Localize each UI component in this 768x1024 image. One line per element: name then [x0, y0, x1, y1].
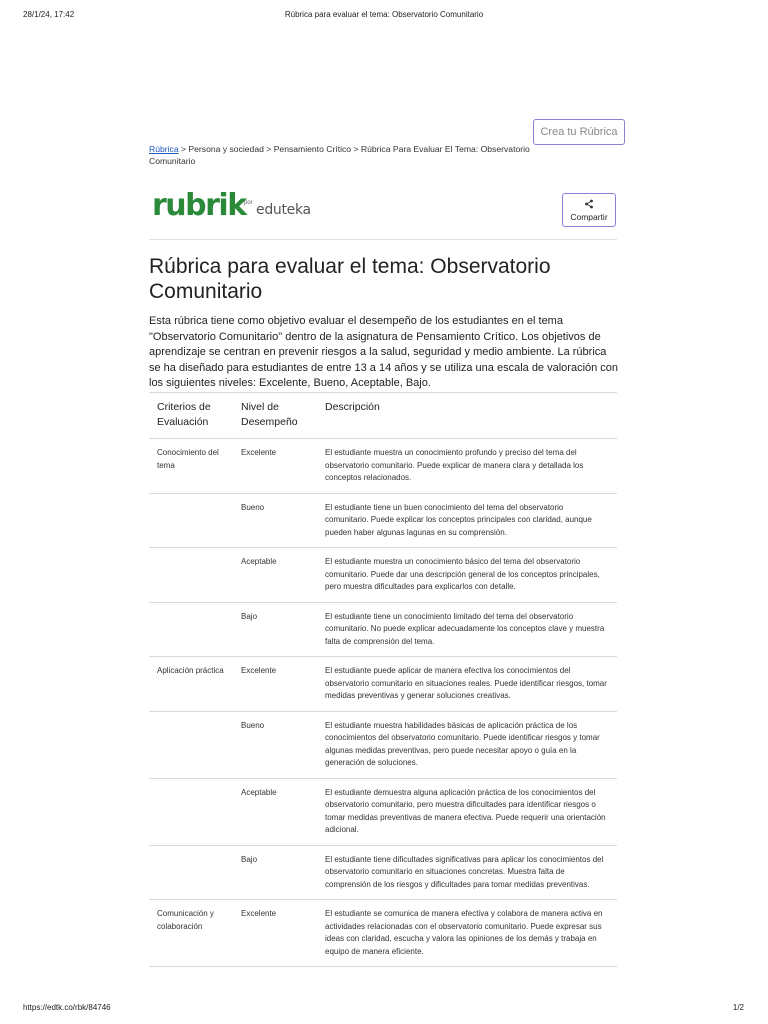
- header-nivel: Nivel de Desempeño: [233, 393, 317, 439]
- create-rubric-button[interactable]: Crea tu Rúbrica: [533, 119, 625, 145]
- breadcrumb-path: > Persona y sociedad > Pensamiento Crítico > Rúbrica Para Evaluar El Tema: Observatorio Comunitario: [149, 144, 530, 166]
- table-row: [149, 602, 617, 657]
- table-row: [149, 711, 617, 778]
- cell-nivel: Bajo: [233, 602, 317, 657]
- cell-descripcion: El estudiante tiene un conocimiento limitado del tema del observatorio comunitario. No puede explicar adecuadamente los conceptos clave y muestra falta de comprensión del tema.: [317, 602, 617, 657]
- header-divider: [149, 239, 617, 240]
- table-row: [149, 778, 617, 845]
- share-button[interactable]: [562, 193, 616, 227]
- share-label: Compartir: [570, 211, 608, 222]
- table-row: [149, 493, 617, 548]
- cell-nivel: Excelente: [233, 439, 317, 494]
- header-criterios: Criterios de Evaluación: [149, 393, 233, 439]
- cell-descripcion: El estudiante se comunica de manera efectiva y colabora de manera activa en actividades relacionadas con el observatorio comunitario. Puede expresar sus ideas con claridad, escucha y valora las opiniones de los demás y trabaja en equipo de manera eficiente.: [317, 900, 617, 967]
- cell-criterio: [149, 711, 233, 778]
- cell-nivel: Bueno: [233, 711, 317, 778]
- cell-nivel: Aceptable: [233, 778, 317, 845]
- breadcrumb-link-rubrica[interactable]: Rúbrica: [149, 144, 179, 154]
- logo-por-text: por: [244, 200, 253, 206]
- print-date: 28/1/24, 17:42: [23, 10, 75, 19]
- cell-criterio: [149, 602, 233, 657]
- print-url: https://edtk.co/rbk/84746: [23, 1003, 111, 1012]
- print-title: Rúbrica para evaluar el tema: Observatorio Comunitario: [284, 10, 484, 19]
- table-header-row: [149, 393, 617, 439]
- cell-descripcion: El estudiante muestra habilidades básicas de aplicación práctica de los conocimientos del observatorio comunitario. Puede identificar riesgos y tomar algunas medidas preventivas, pero puede necesitar apoyo o guía en la generación de soluciones.: [317, 711, 617, 778]
- cell-criterio: [149, 778, 233, 845]
- cell-nivel: Aceptable: [233, 548, 317, 603]
- cell-nivel: Bajo: [233, 845, 317, 900]
- table-row: [149, 900, 617, 967]
- cell-descripcion: El estudiante muestra un conocimiento profundo y preciso del tema del observatorio comunitario. Puede explicar de manera clara y detallada los conceptos relacionados.: [317, 439, 617, 494]
- print-page-number: 1/2: [732, 1003, 744, 1012]
- header-descripcion: Descripción: [317, 393, 617, 439]
- table-row: [149, 439, 617, 494]
- logo-rubrik-text: rubrik: [152, 188, 246, 223]
- rubric-table: [149, 392, 617, 967]
- table-row: [149, 845, 617, 900]
- logo-eduteka-text: eduteka: [256, 202, 311, 218]
- cell-nivel: Bueno: [233, 493, 317, 548]
- table-row: [149, 548, 617, 603]
- cell-criterio: Aplicación práctica: [149, 657, 233, 712]
- cell-criterio: Comunicación y colaboración: [149, 900, 233, 967]
- cell-criterio: Conocimiento del tema: [149, 439, 233, 494]
- cell-nivel: Excelente: [233, 900, 317, 967]
- share-icon: [584, 199, 594, 209]
- cell-criterio: [149, 548, 233, 603]
- cell-nivel: Excelente: [233, 657, 317, 712]
- page-title: Rúbrica para evaluar el tema: Observatorio Comunitario: [149, 255, 551, 303]
- cell-descripcion: El estudiante muestra un conocimiento básico del tema del observatorio comunitario. Puede dar una descripción general de los conceptos principales, pero muestra dificultades para explicarlos con detalle.: [317, 548, 617, 603]
- breadcrumb: [149, 143, 549, 167]
- intro-paragraph: Esta rúbrica tiene como objetivo evaluar el desempeño de los estudiantes en el tema "Observatorio Comunitario" dentro de la asignatura de Pensamiento Crítico. Los objetivos de aprendizaje se centran en prevenir riesgos a la salud, seguridad y medio ambiente. La rúbrica se ha diseñado para estudiantes de entre 13 a 14 años y se utiliza una escala de valoración con los siguientes niveles: Excelente, Bueno, Aceptable, Bajo.: [149, 315, 619, 389]
- cell-criterio: [149, 845, 233, 900]
- cell-descripcion: El estudiante puede aplicar de manera efectiva los conocimientos del observatorio comunitario en situaciones reales. Puede identificar riesgos, tomar medidas preventivas y generar soluciones creativas.: [317, 657, 617, 712]
- cell-descripcion: El estudiante tiene dificultades significativas para aplicar los conocimientos del observatorio comunitario en situaciones concretas. Muestra falta de comprensión de los riesgos y dificultades para tomar medidas preventivas.: [317, 845, 617, 900]
- table-row: [149, 657, 617, 712]
- cell-descripcion: El estudiante tiene un buen conocimiento del tema del observatorio comunitario. Puede explicar los conceptos principales con claridad, aunque pueden haber algunas lagunas en su comprensión.: [317, 493, 617, 548]
- cell-descripcion: El estudiante demuestra alguna aplicación práctica de los conocimientos del observatorio comunitario, pero muestra dificultades para identificar riesgos o tomar medidas preventivas de manera efectiva. Puede requerir una orientación adicional.: [317, 778, 617, 845]
- cell-criterio: [149, 493, 233, 548]
